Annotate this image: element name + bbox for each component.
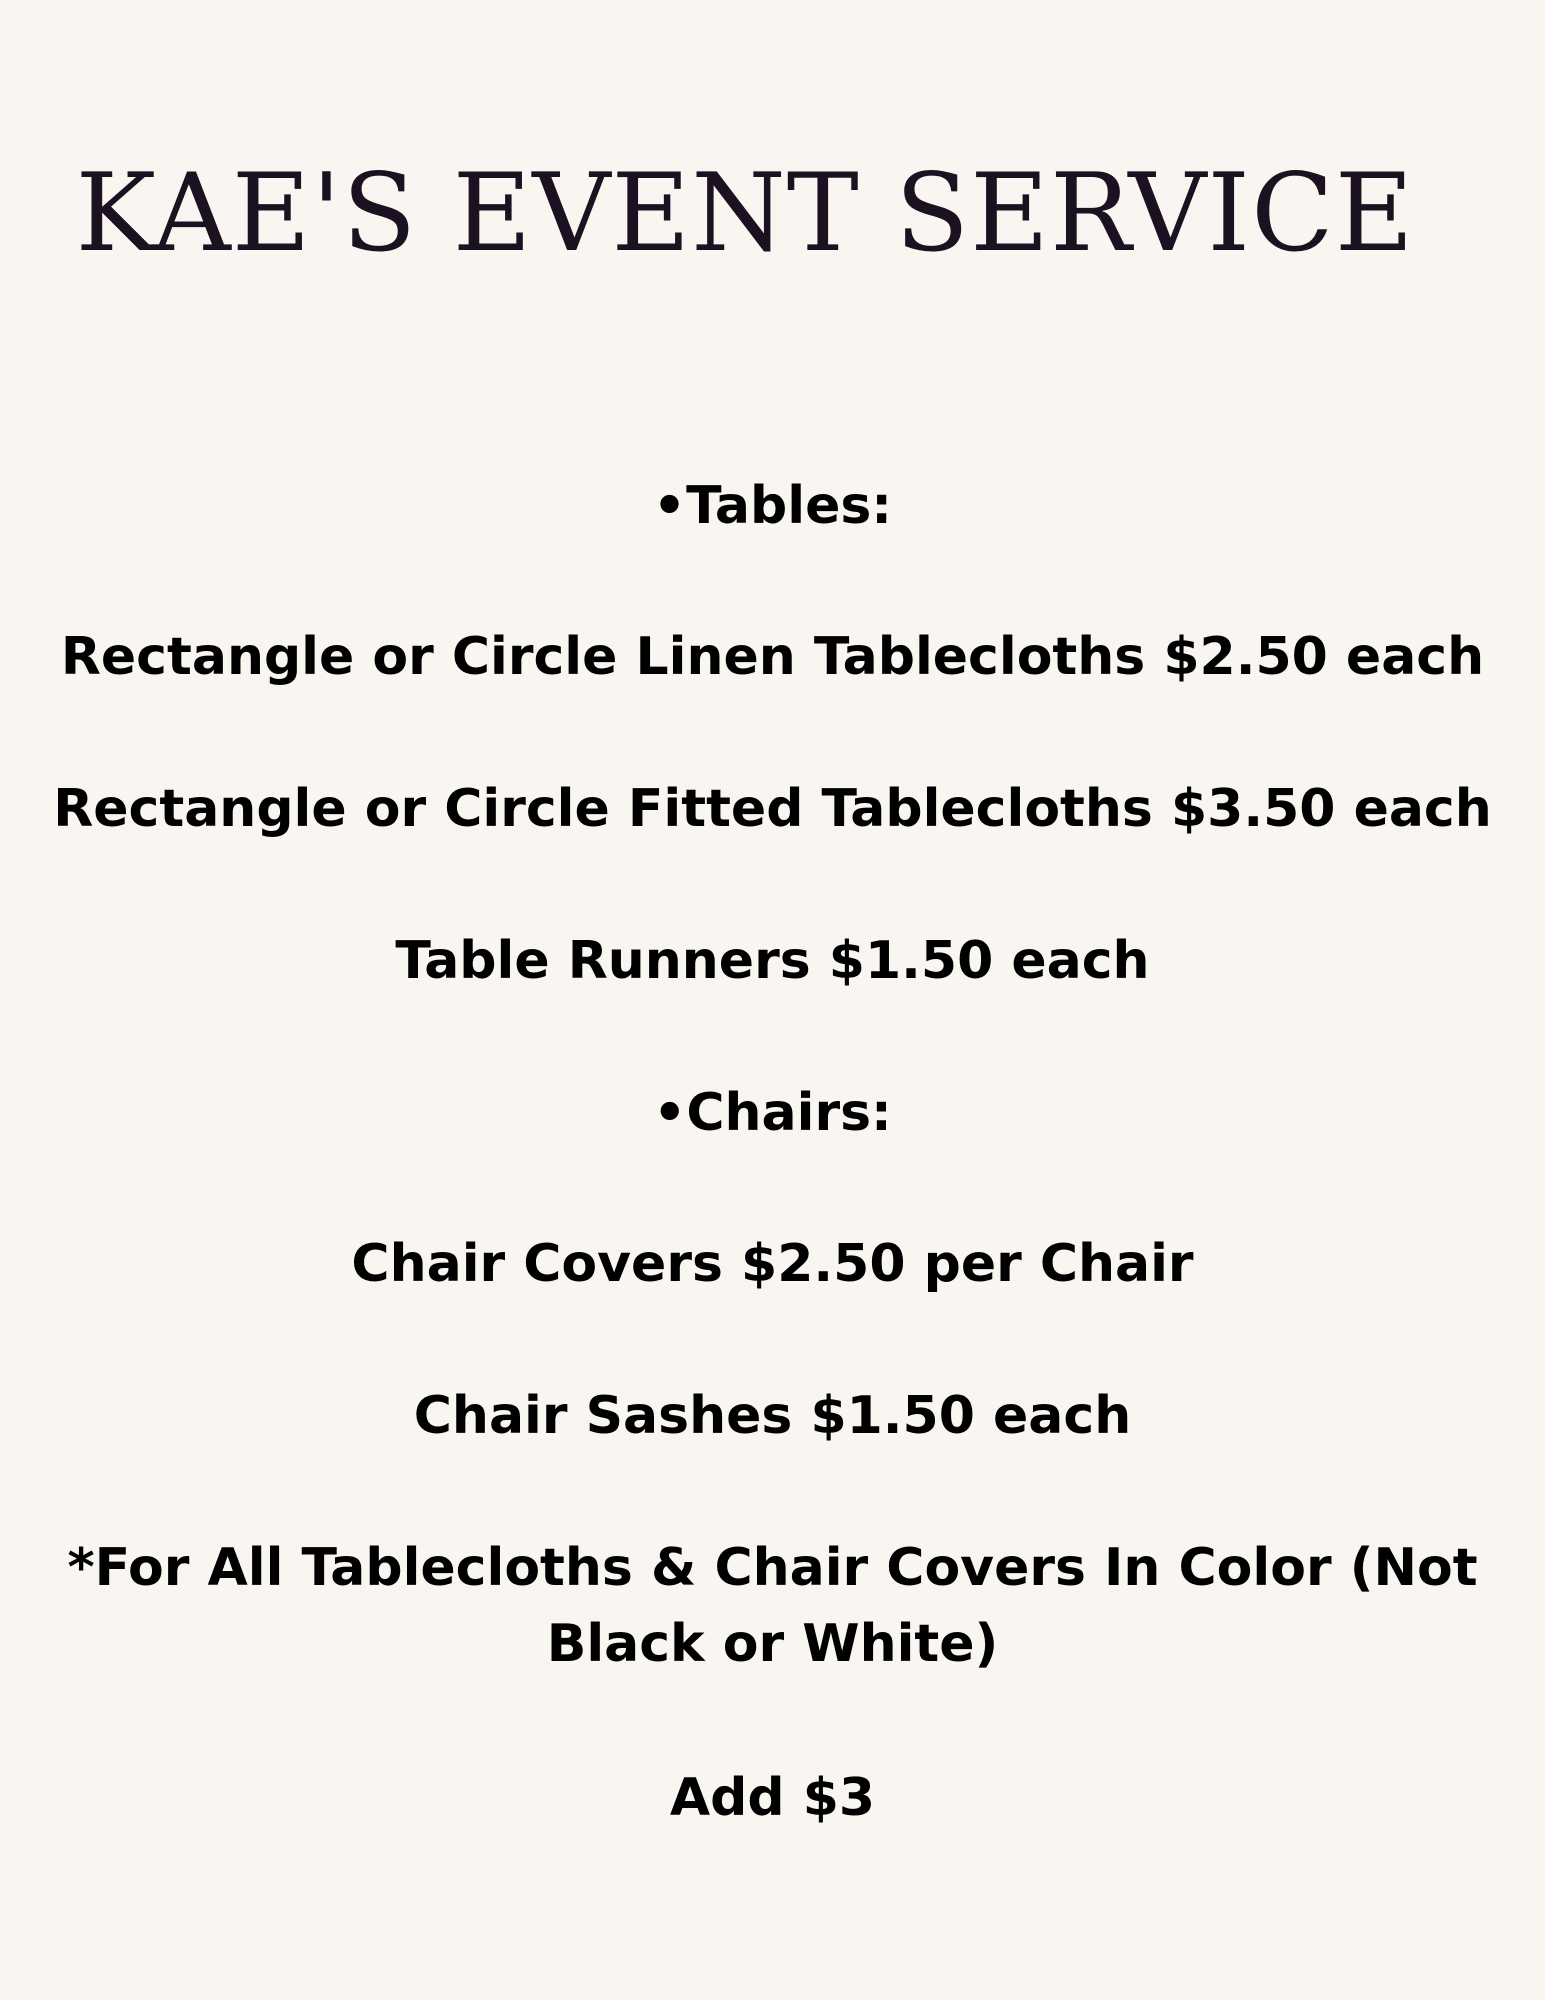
color-surcharge: Add $3 — [669, 1768, 876, 1828]
tables-heading: •Tables: — [652, 476, 893, 536]
price-item-chair-sashes: Chair Sashes $1.50 each — [413, 1386, 1132, 1446]
price-item-chair-covers: Chair Covers $2.50 per Chair — [351, 1234, 1194, 1294]
color-note: *For All Tablecloths & Chair Covers In Color (Not Black or White) — [67, 1538, 1478, 1674]
price-item-linen-tablecloths: Rectangle or Circle Linen Tablecloths $2.50 each — [60, 627, 1485, 687]
price-item-table-runners: Table Runners $1.50 each — [395, 931, 1150, 991]
page-title: KAE'S EVENT SERVICE — [75, 151, 1415, 276]
chairs-heading: •Chairs: — [653, 1083, 892, 1143]
price-item-fitted-tablecloths: Rectangle or Circle Fitted Tablecloths $3.50 each — [53, 779, 1492, 839]
